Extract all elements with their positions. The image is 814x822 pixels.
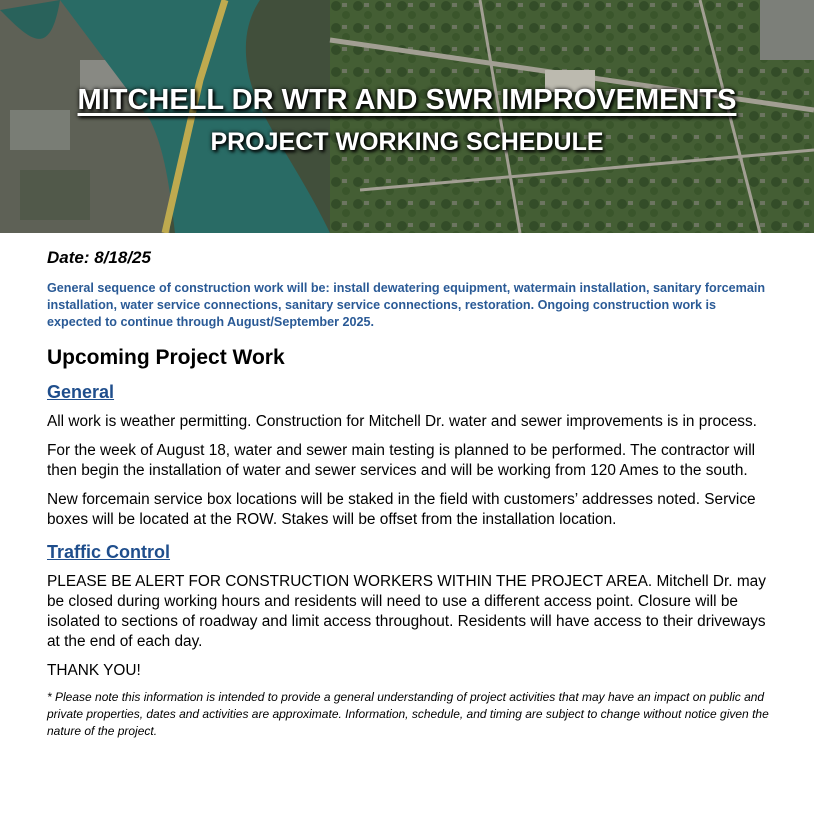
general-paragraph: All work is weather permitting. Construction for Mitchell Dr. water and sewer improvements is in process. — [47, 412, 757, 430]
schedule-date: Date: 8/18/25 — [47, 248, 151, 267]
footnote: * Please note this information is intended to provide a general understanding of project activities that may have an impact on public and private properties, dates and activities are approximate. Information, schedule, and timing are subject to change without notice given the nature of the project. — [47, 689, 769, 739]
traffic-paragraph: PLEASE BE ALERT FOR CONSTRUCTION WORKERS WITHIN THE PROJECT AREA. Mitchell Dr. may be closed during working hours and residents will need to use a different access point. Closure will be isolated to sections of roadway and limit access throughout. Residents will have access to their driveways at the end of each day. — [47, 572, 766, 650]
thank-you-text: THANK YOU! — [47, 661, 141, 679]
upcoming-work-heading: Upcoming Project Work — [47, 345, 285, 369]
traffic-control-heading: Traffic Control — [47, 541, 171, 562]
page-subtitle: PROJECT WORKING SCHEDULE — [210, 128, 604, 156]
intro-text: General sequence of construction work will be: install dewatering equipment, watermain installation, sanitary forcemain installation, water service connections, sanitary service connections, restoration. Ongoing construction work is expected to continue through August/September 2025. — [47, 281, 766, 330]
general-paragraph: For the week of August 18, water and sewer main testing is planned to be performed. The contractor will then begin the installation of water and sewer services and will be working from 120 Ames to the south. — [47, 441, 756, 479]
page-title: MITCHELL DR WTR AND SWR IMPROVEMENTS — [77, 84, 737, 116]
aerial-header — [0, 0, 814, 233]
general-heading: General — [47, 381, 115, 402]
general-paragraph: New forcemain service box locations will be staked in the field with customers’ addresses noted. Service boxes will be located at the ROW. Stakes will be offset from the installation location. — [47, 490, 756, 528]
schedule-content — [47, 248, 772, 741]
